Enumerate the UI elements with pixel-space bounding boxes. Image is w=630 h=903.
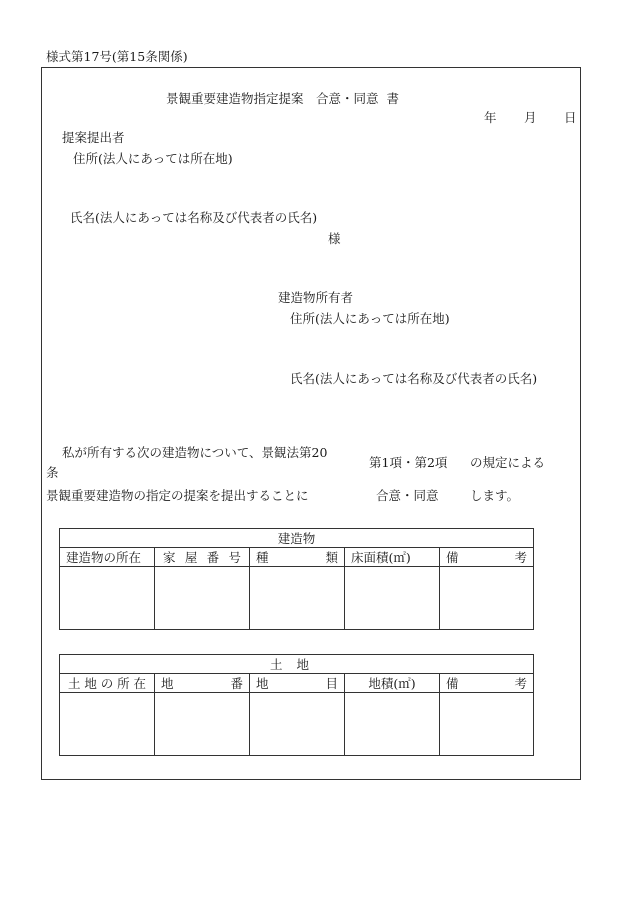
land-cell-location[interactable] — [60, 693, 155, 756]
form-title-main: 景観重要建造物指定提案 合意・同意 — [166, 91, 379, 106]
statement-choice: 合意・同意 — [376, 488, 439, 503]
form-number: 様式第17号(第15条関係) — [46, 49, 188, 64]
land-cell-category[interactable] — [250, 693, 345, 756]
building-cell-type[interactable] — [250, 567, 345, 630]
statement-line1: 私が所有する次の建造物について、景観法第20 — [62, 445, 328, 460]
proposer-name-label: 氏名(法人にあっては名称及び代表者の氏名) — [70, 210, 318, 225]
owner-address-label: 住所(法人にあっては所在地) — [290, 311, 450, 326]
land-cell-lot-number[interactable] — [155, 693, 250, 756]
date-month: 月 — [524, 110, 537, 125]
land-cell-remarks[interactable] — [440, 693, 534, 756]
building-cell-floor-area[interactable] — [345, 567, 440, 630]
building-header-house-number: 家 屋 番 号 — [155, 548, 250, 567]
owner-heading: 建造物所有者 — [278, 290, 354, 305]
date-day: 日 — [564, 110, 577, 125]
building-header-floor-area: 床面積(㎡) — [345, 548, 440, 567]
proposer-address-label: 住所(法人にあっては所在地) — [73, 151, 233, 166]
statement-clause: 第1項・第2項 — [369, 455, 448, 470]
statement-line1-wrap: 条 — [46, 465, 59, 480]
land-header-lot-number: 地 番 — [155, 674, 250, 693]
building-cell-remarks[interactable] — [440, 567, 534, 630]
building-table — [59, 528, 534, 630]
land-table — [59, 654, 534, 756]
proposer-heading: 提案提出者 — [62, 130, 125, 145]
land-table-caption: 土地 — [60, 655, 534, 674]
statement-line2-end: します。 — [470, 488, 520, 503]
date-year: 年 — [484, 110, 497, 125]
building-header-location: 建造物の所在 — [60, 548, 155, 567]
proposer-honorific: 様 — [328, 231, 341, 246]
building-table-caption: 建造物 — [60, 529, 534, 548]
building-cell-location[interactable] — [60, 567, 155, 630]
form-title — [166, 91, 399, 106]
land-header-area: 地積(㎡) — [345, 674, 440, 693]
form-title-suffix: 書 — [386, 91, 400, 106]
building-header-remarks: 備 考 — [440, 548, 534, 567]
statement-line2: 景観重要建造物の指定の提案を提出することに — [46, 488, 309, 503]
building-header-type: 種 類 — [250, 548, 345, 567]
land-header-remarks: 備 考 — [440, 674, 534, 693]
land-cell-area[interactable] — [345, 693, 440, 756]
statement-line1-end: の規定による — [470, 455, 546, 470]
land-header-category: 地 目 — [250, 674, 345, 693]
land-header-location: 土 地 の 所 在 — [60, 674, 155, 693]
building-cell-house-number[interactable] — [155, 567, 250, 630]
owner-name-label: 氏名(法人にあっては名称及び代表者の氏名) — [290, 371, 538, 386]
